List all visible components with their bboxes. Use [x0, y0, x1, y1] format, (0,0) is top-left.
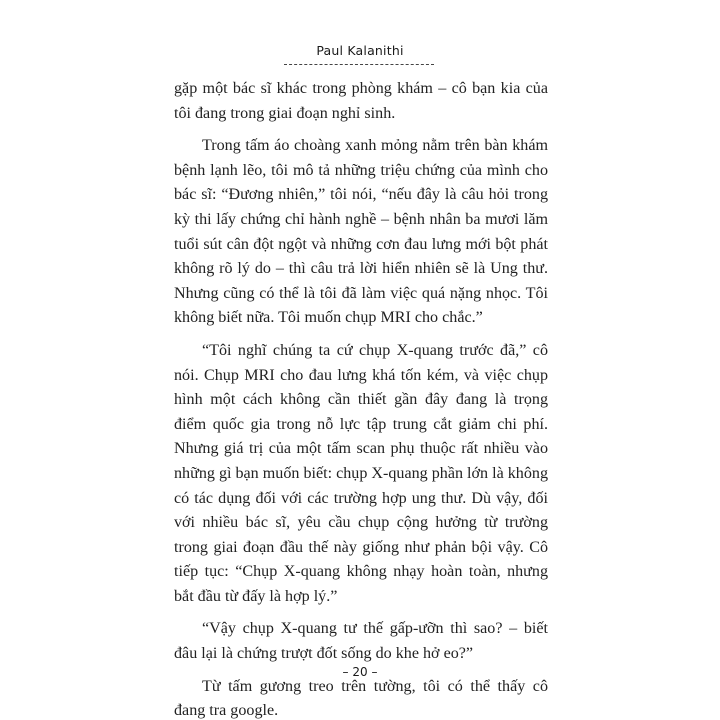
paragraph: “Tôi nghĩ chúng ta cứ chụp X-quang trước đã,” cô nói. Chụp MRI cho đau lưng khá tốn kém, và việc chụp hình một cách không cần thiết gần đây đang là trọng điểm quốc gia trong nỗ lực tập trung cắt giảm chi phí. Nhưng giá trị của một tấm scan phụ thuộc rất nhiều vào những gì bạn muốn biết: chụp X-quang phần lớn là không có tác dụng đối với các trường hợp ung thư. Dù vậy, đối với nhiều bác sĩ, yêu cầu chụp cộng hưởng từ trường trong giai đoạn đầu thế này giống như phản bội vậy. Cô tiếp tục: “Chụp X-quang không nhạy hoàn toàn, nhưng bắt đầu từ đấy là hợp lý.” [174, 341, 548, 605]
author-name: Paul Kalanithi [316, 43, 404, 58]
running-header [0, 40, 720, 59]
paragraph: Từ tấm gương treo trên tường, tôi có thể thấy cô đang tra google. [174, 677, 548, 720]
body-text [174, 77, 548, 720]
header-dashed-rule [284, 64, 434, 65]
page-number: – 20 – [342, 665, 378, 679]
paragraph: Trong tấm áo choàng xanh mỏng nằm trên bàn khám bệnh lạnh lẽo, tôi mô tả những triệu chứng của mình cho bác sĩ: “Đương nhiên,” tôi nói, “nếu đây là câu hỏi trong kỳ thi lấy chứng chỉ hành nghề – bệnh nhân ba mươi lăm tuổi sút cân đột ngột và những cơn đau lưng mới bột phát không rõ lý do – thì câu trả lời hiển nhiên sẽ là Ung thư. Nhưng cũng có thể là tôi đã làm việc quá nặng nhọc. Tôi không biết nữa. Tôi muốn chụp MRI cho chắc.” [174, 137, 548, 327]
paragraph: “Vậy chụp X-quang tư thế gấp-ưỡn thì sao? – biết đâu lại là chứng trượt đốt sống do khe hở eo?” [174, 620, 548, 663]
paragraph-continued: gặp một bác sĩ khác trong phòng khám – cô bạn kia của tôi đang trong giai đoạn nghỉ sinh. [174, 80, 548, 122]
